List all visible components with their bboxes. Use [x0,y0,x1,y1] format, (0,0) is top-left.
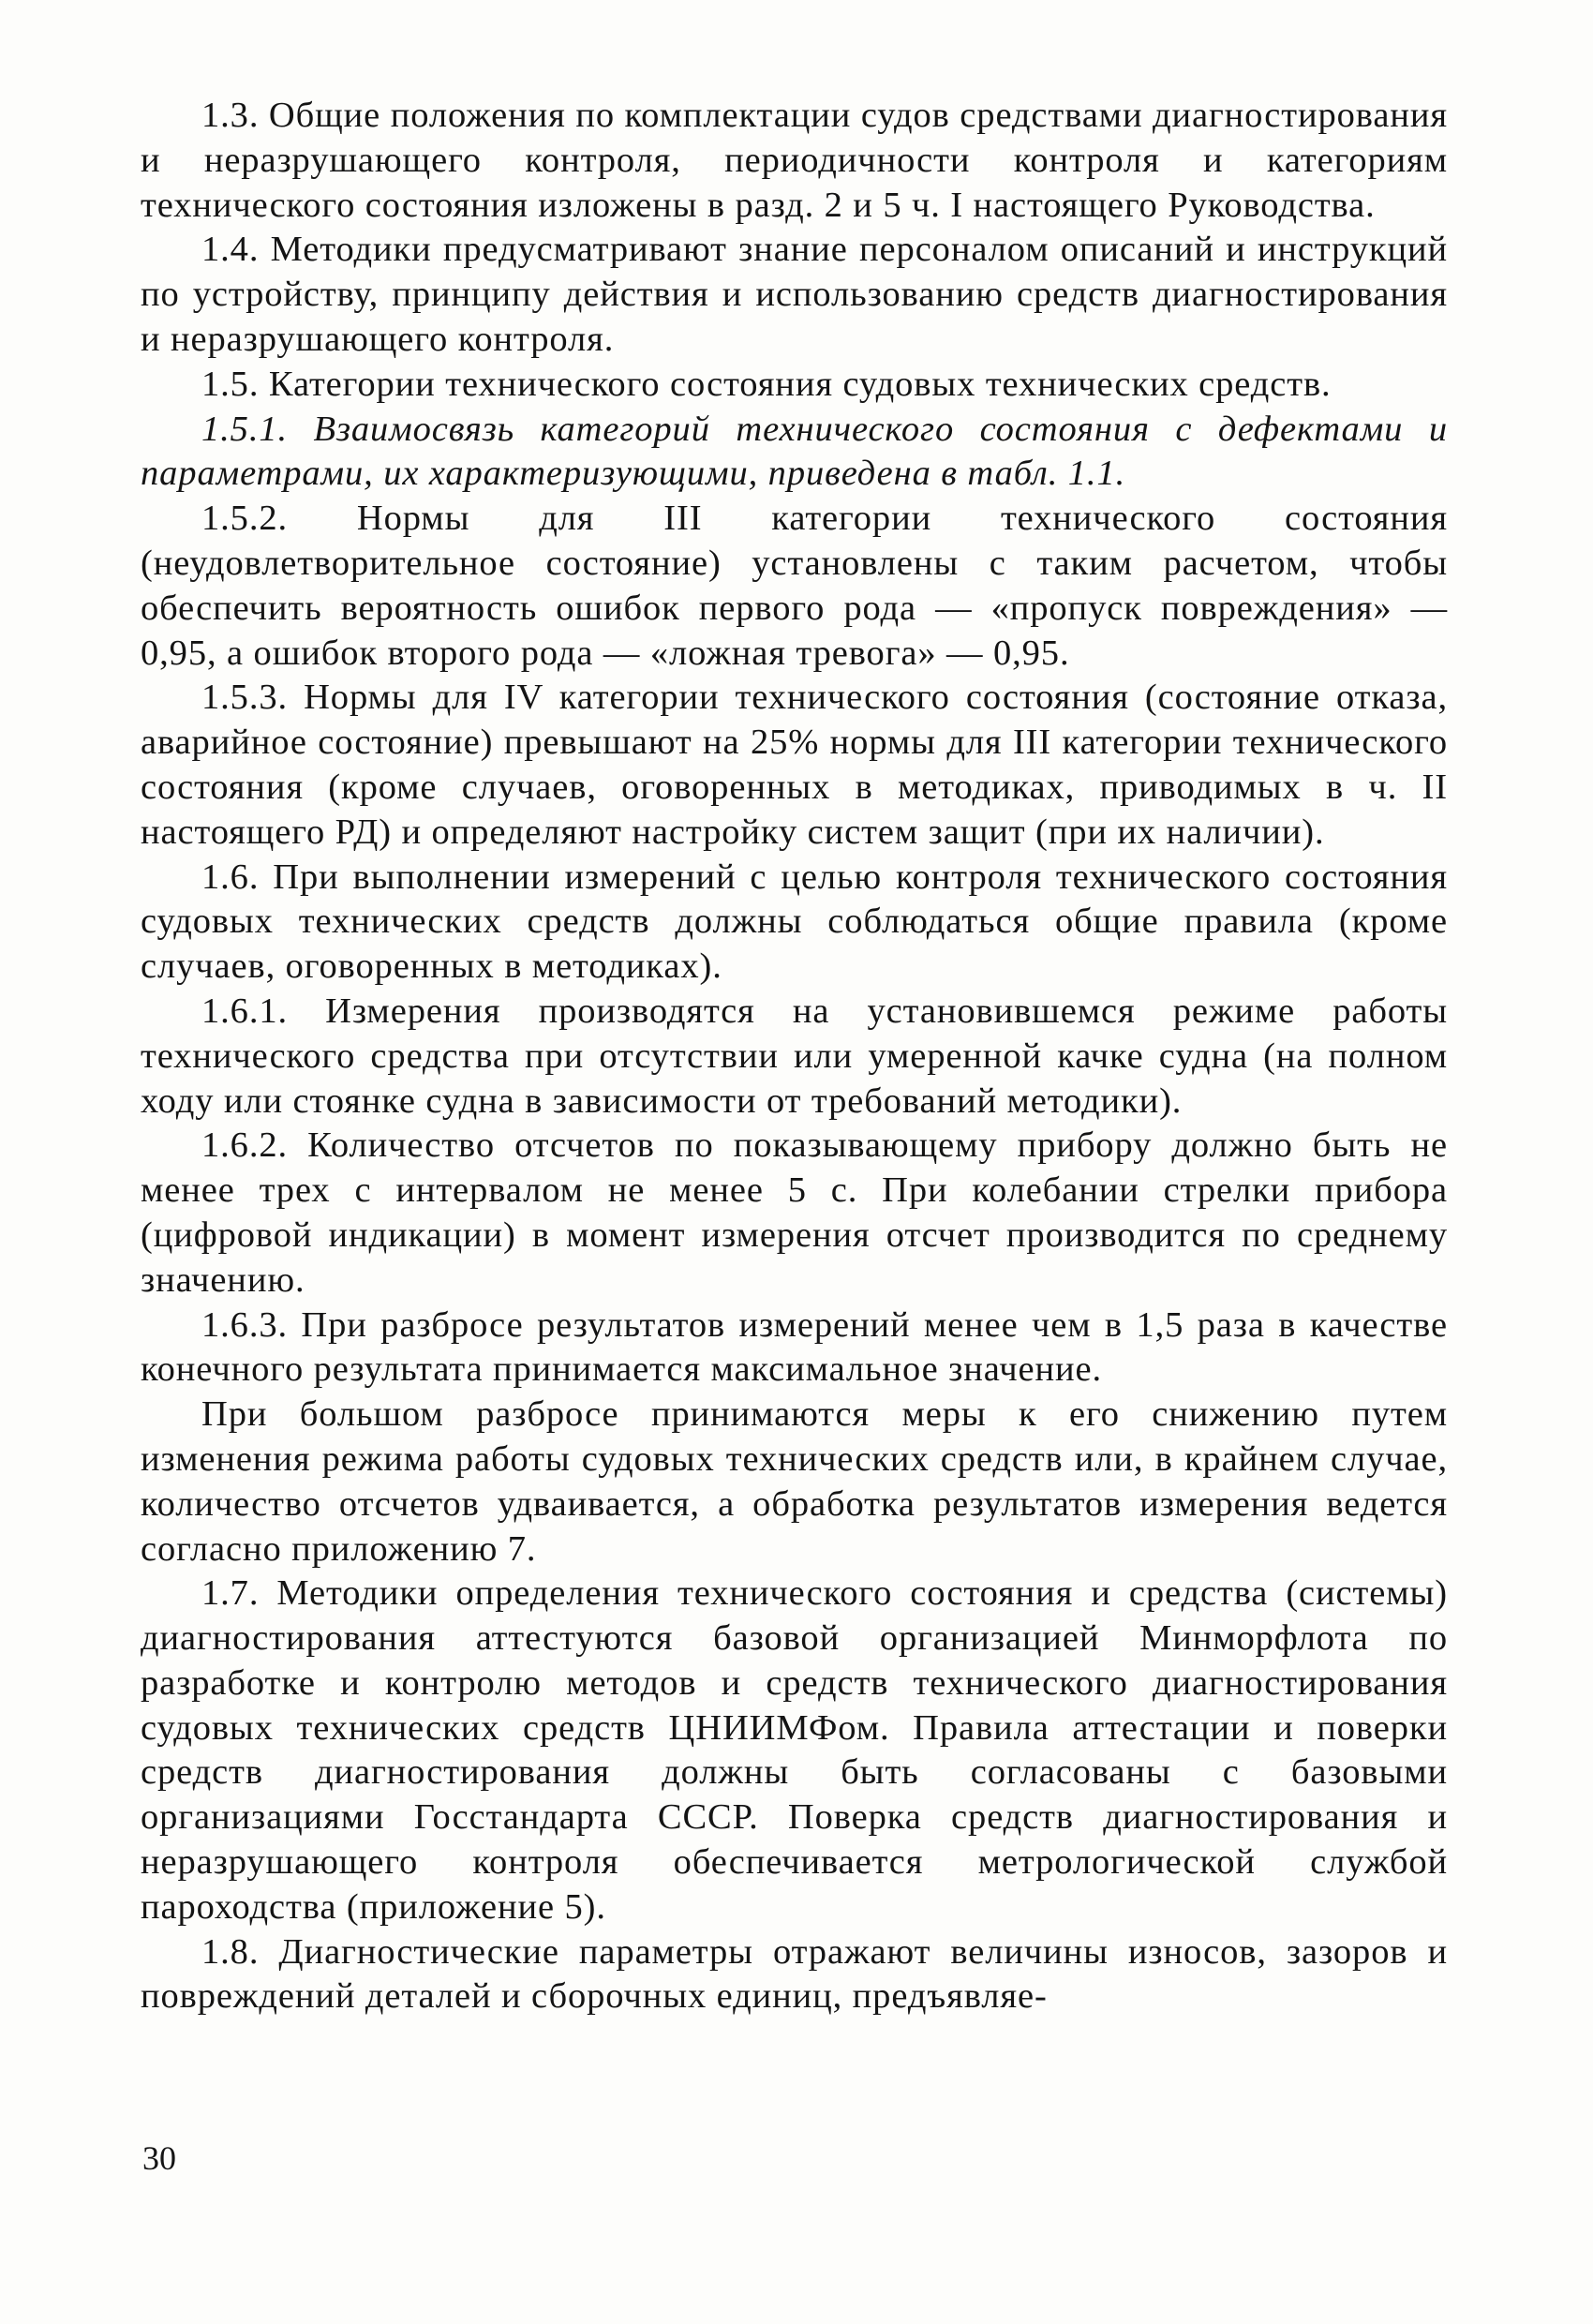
paragraph-1-7: 1.7. Методики определения технического состояния и средства (системы) диагностирования аттестуются базовой организацией Минморфлота по разработке и контролю методов и средств технического диагностирования судовых технических средств ЦНИИМФом. Правила аттестации и поверки средств диагностирования должны быть согласованы с базовыми организациями Госстандарта СССР. Поверка средств диагностирования и неразрушающего контроля обеспечивается метрологической службой пароходства (приложение 5). [141,1573,1448,1927]
paragraph-1-5-1: 1.5.1. Взаимосвязь категорий технического состояния с дефектами и параметрами, их характеризующими, приведена в табл. 1.1. [141,409,1448,494]
paragraph-1-6-2: 1.6.2. Количество отсчетов по показывающему прибору должно быть не менее трех с интервалом не менее 5 с. При колебании стрелки прибора (цифровой индикации) в момент измерения отсчет производится по среднему значению. [141,1125,1448,1300]
paragraph-1-6-3: 1.6.3. При разбросе результатов измерений менее чем в 1,5 раза в качестве конечного результата принимается максимальное значение. [141,1304,1448,1390]
paragraph-1-6-3-continued: При большом разбросе принимаются меры к его снижению путем изменения режима работы судовых технических средств или, в крайнем случае, количество отсчетов удваивается, а обработка результатов измерения ведется согласно приложению 7. [141,1394,1448,1569]
paragraph-1-6-1: 1.6.1. Измерения производятся на установившемся режиме работы технического средства при отсутствии или умеренной качке судна (на полном ходу или стоянке судна в зависимости от требований методики). [141,991,1448,1121]
paragraph-1-3: 1.3. Общие положения по комплектации судов средствами диагностирования и неразрушающего контроля, периодичности контроля и категориям технического состояния изложены в разд. 2 и 5 ч. I настоящего Руководства. [141,96,1448,225]
paragraph-1-5-3: 1.5.3. Нормы для IV категории технического состояния (состояние отказа, аварийное состояние) превышают на 25% нормы для III категории технического состояния (кроме случаев, оговоренных в методиках, приводимых в ч. II настоящего РД) и определяют настройку систем защит (при их наличии). [141,678,1448,852]
body-text [141,94,1448,2019]
paragraph-1-4: 1.4. Методики предусматривают знание персоналом описаний и инструкций по устройству, принципу действия и использованию средств диагностирования и неразрушающего контроля. [141,230,1448,359]
page-number: 30 [142,2139,176,2177]
paragraph-1-6: 1.6. При выполнении измерений с целью контроля технического состояния судовых технических средств должны соблюдаться общие правила (кроме случаев, оговоренных в методиках). [141,857,1448,987]
paragraph-1-8: 1.8. Диагностические параметры отражают величины износов, зазоров и повреждений деталей и сборочных единиц, предъявляе- [141,1931,1448,2017]
paragraph-1-5-2: 1.5.2. Нормы для III категории технического состояния (неудовлетворительное состояние) установлены с таким расчетом, чтобы обеспечить вероятность ошибок первого рода — «пропуск повреждения» — 0,95, а ошибок второго рода — «ложная тревога» — 0,95. [141,499,1448,673]
paragraph-1-5: 1.5. Категории технического состояния судовых технических средств. [201,364,1332,404]
